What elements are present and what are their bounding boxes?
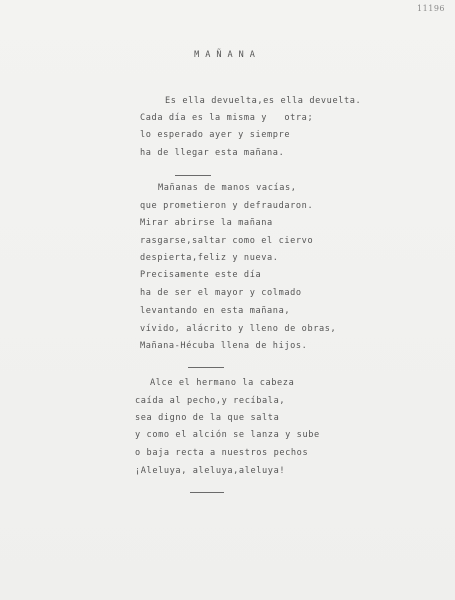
- poem-line: Mañana-Hécuba llena de hijos.: [140, 341, 308, 351]
- poem-line: y como el alción se lanza y sube: [135, 430, 320, 440]
- poem-line: despierta,feliz y nueva.: [140, 253, 279, 263]
- poem-line: levantando en esta mañana,: [140, 306, 291, 316]
- stanza-divider: [175, 175, 211, 176]
- poem-title: MAÑANA: [194, 50, 261, 60]
- poem-line: Alce el hermano la cabeza: [150, 378, 295, 388]
- stanza-divider: [188, 367, 224, 368]
- poem-line: rasgarse,saltar como el ciervo: [140, 236, 314, 246]
- archive-reference-number: 11196: [417, 4, 445, 13]
- poem-line: lo esperado ayer y siempre: [140, 130, 291, 140]
- poem-line: Precisamente este día: [140, 270, 262, 280]
- poem-line: vívido, alácrito y lleno de obras,: [140, 324, 337, 334]
- poem-line: Es ella devuelta,es ella devuelta.: [165, 96, 362, 106]
- poem-line: ha de llegar esta mañana.: [140, 148, 285, 158]
- poem-line: caída al pecho,y recíbala,: [135, 396, 286, 406]
- poem-line: ¡Aleluya, aleluya,aleluya!: [135, 466, 286, 476]
- poem-line: Mañanas de manos vacías,: [158, 183, 297, 193]
- poem-line: Mirar abrirse la mañana: [140, 218, 273, 228]
- closing-divider: [190, 492, 224, 493]
- poem-line: sea digno de la que salta: [135, 413, 280, 423]
- poem-line: o baja recta a nuestros pechos: [135, 448, 309, 458]
- poem-line: ha de ser el mayor y colmado: [140, 288, 302, 298]
- poem-line: Cada día es la misma y otra;: [140, 113, 314, 123]
- poem-line: que prometieron y defraudaron.: [140, 201, 314, 211]
